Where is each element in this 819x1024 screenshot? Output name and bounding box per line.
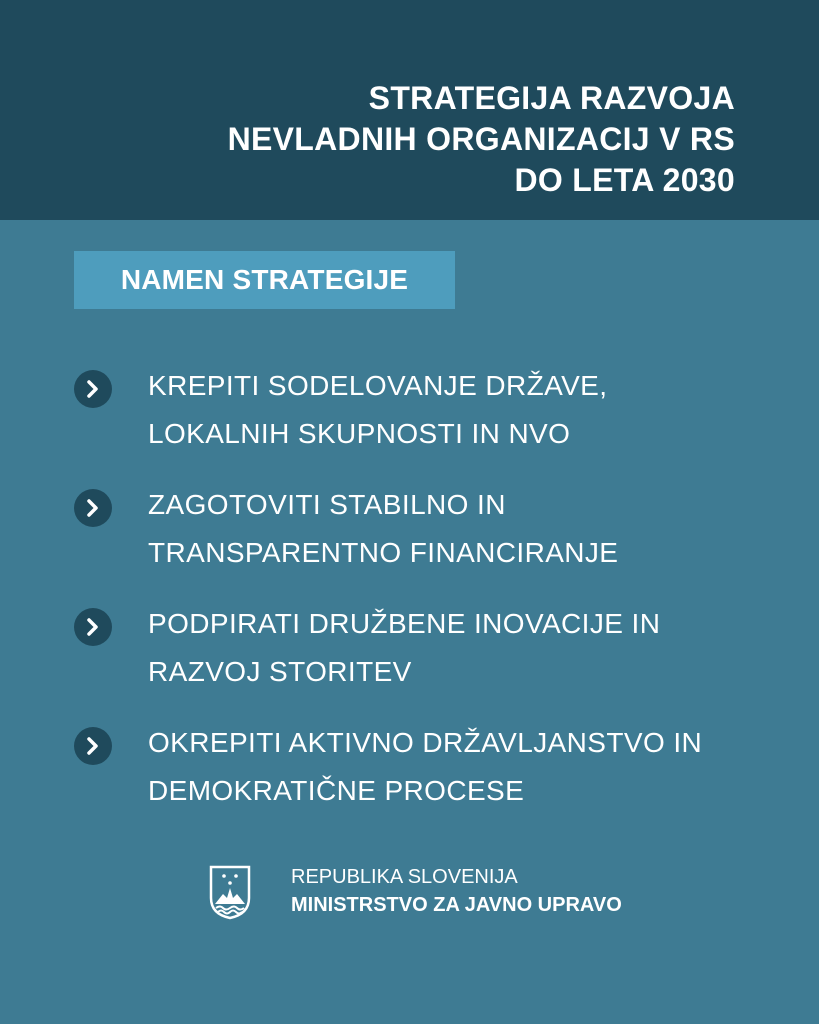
title-line-3: DO LETA 2030 <box>514 162 735 198</box>
chevron-right-icon <box>74 370 112 408</box>
title-line-1: STRATEGIJA RAZVOJA <box>368 80 735 116</box>
item-text <box>148 719 702 815</box>
header-banner <box>0 0 819 220</box>
item-line: LOKALNIH SKUPNOSTI IN NVO <box>148 418 571 449</box>
title-line-2: NEVLADNIH ORGANIZACIJ V RS <box>227 121 735 157</box>
item-line: KREPITI SODELOVANJE DRŽAVE, <box>148 370 608 401</box>
item-line: TRANSPARENTNO FINANCIRANJE <box>148 537 619 568</box>
chevron-right-icon <box>74 489 112 527</box>
item-line: RAZVOJ STORITEV <box>148 656 412 687</box>
footer-republic: REPUBLIKA SLOVENIJA <box>291 866 518 888</box>
item-line: ZAGOTOVITI STABILNO IN <box>148 489 506 520</box>
ministry-signature <box>208 860 628 930</box>
footer-ministry: MINISTRSTVO ZA JAVNO UPRAVO <box>291 894 622 916</box>
item-text <box>148 362 607 458</box>
chevron-right-icon <box>74 727 112 765</box>
item-text <box>148 600 660 696</box>
chevron-right-icon <box>74 608 112 646</box>
item-line: PODPIRATI DRUŽBENE INOVACIJE IN <box>148 608 661 639</box>
slovenia-coat-of-arms-icon <box>208 864 252 920</box>
item-text <box>148 481 618 577</box>
page-title <box>228 78 735 201</box>
section-badge: NAMEN STRATEGIJE <box>74 251 455 309</box>
item-line: DEMOKRATIČNE PROCESE <box>148 775 525 806</box>
item-line: OKREPITI AKTIVNO DRŽAVLJANSTVO IN <box>148 727 703 758</box>
